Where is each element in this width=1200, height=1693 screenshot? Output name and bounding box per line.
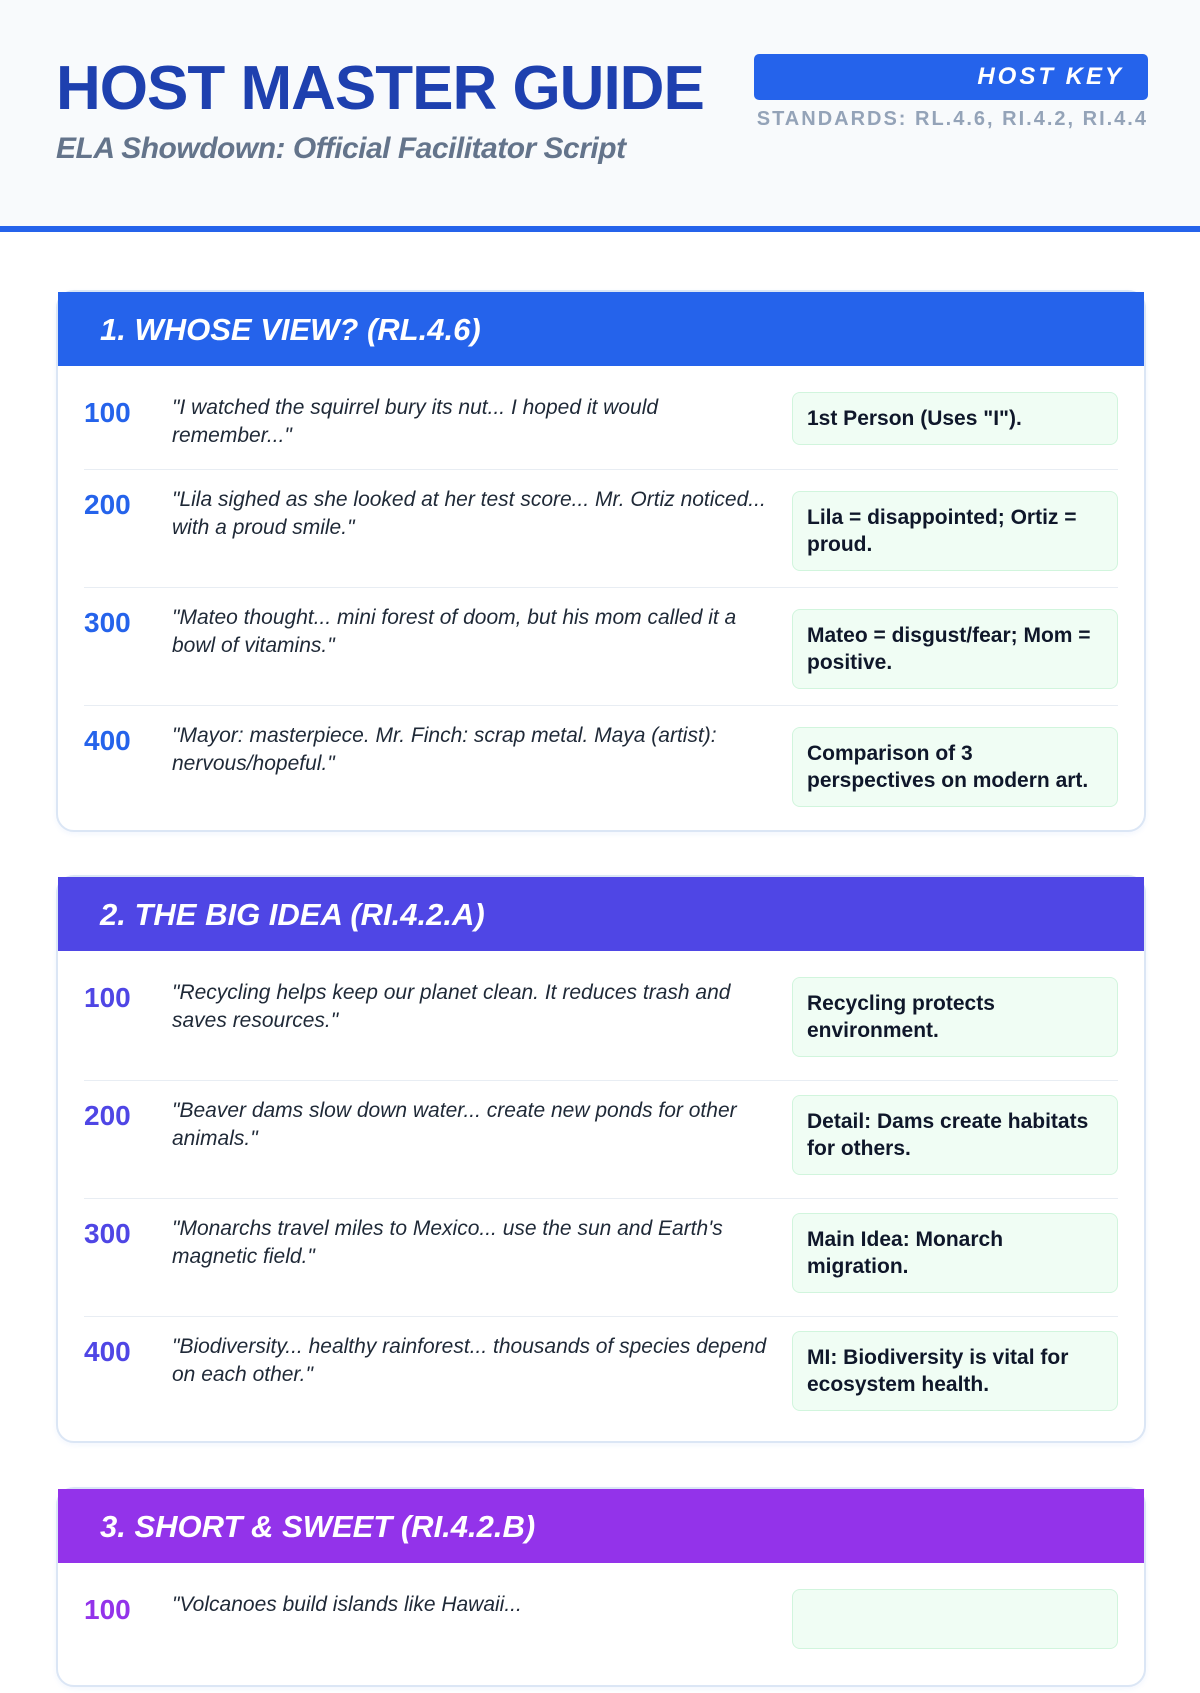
section-big-idea	[56, 875, 1146, 1443]
standards-label: STANDARDS: RL.4.6, RI.4.2, RI.4.4	[756, 108, 1148, 130]
passage-quote: "Mayor: masterpiece. Mr. Finch: scrap metal. Maya (artist): nervous/hopeful."	[172, 724, 717, 775]
section-short-and-sweet	[56, 1487, 1146, 1687]
passage-quote: "Biodiversity... healthy rainforest... thousands of species depend on each other."	[172, 1335, 767, 1386]
table-row	[84, 588, 1118, 706]
page-title: HOST MASTER GUIDE	[56, 54, 704, 123]
answer-box: Main Idea: Monarch migration.	[792, 1213, 1118, 1293]
table-row	[84, 963, 1118, 1081]
table-row	[84, 378, 1118, 470]
answer-box: Detail: Dams create habitats for others.	[792, 1095, 1118, 1175]
page-subtitle: ELA Showdown: Official Facilitator Script	[56, 132, 626, 165]
table-row	[84, 1081, 1118, 1199]
answer-box: Comparison of 3 perspectives on modern art.	[792, 727, 1118, 807]
answer-box: Recycling protects environment.	[792, 977, 1118, 1057]
answer-box: 1st Person (Uses "I").	[792, 392, 1118, 445]
points-value: 300	[84, 607, 131, 638]
points-value: 100	[84, 982, 131, 1013]
page-header	[0, 0, 1200, 232]
passage-quote: "Mateo thought... mini forest of doom, but his mom called it a bowl of vitamins."	[172, 606, 737, 657]
table-row	[84, 1317, 1118, 1435]
table-row	[84, 706, 1118, 824]
points-value: 200	[84, 1100, 131, 1131]
passage-quote: "Beaver dams slow down water... create new ponds for other animals."	[172, 1099, 737, 1150]
answer-box: MI: Biodiversity is vital for ecosystem health.	[792, 1331, 1118, 1411]
points-value: 400	[84, 725, 131, 756]
passage-quote: "Lila sighed as she looked at her test score... Mr. Ortiz noticed... with a proud smile."	[172, 488, 766, 539]
passage-quote: "Monarchs travel miles to Mexico... use the sun and Earth's magnetic field."	[172, 1217, 723, 1268]
section-header: 3. SHORT & SWEET (RI.4.2.B)	[58, 1489, 1144, 1563]
passage-quote: "Volcanoes build islands like Hawaii...	[172, 1593, 522, 1616]
points-value: 400	[84, 1336, 131, 1367]
answer-box: Mateo = disgust/fear; Mom = positive.	[792, 609, 1118, 689]
table-row	[84, 1199, 1118, 1317]
host-key-badge: HOST KEY	[754, 54, 1148, 100]
points-value: 100	[84, 1594, 131, 1625]
section-header: 2. THE BIG IDEA (RI.4.2.A)	[58, 877, 1144, 951]
answer-box	[792, 1589, 1118, 1649]
passage-quote: "Recycling helps keep our planet clean. It reduces trash and saves resources."	[172, 981, 731, 1032]
points-value: 100	[84, 397, 131, 428]
section-whose-view	[56, 290, 1146, 832]
points-value: 200	[84, 489, 131, 520]
table-row	[84, 470, 1118, 588]
passage-quote: "I watched the squirrel bury its nut... I hoped it would remember..."	[172, 396, 659, 447]
answer-box: Lila = disappointed; Ortiz = proud.	[792, 491, 1118, 571]
table-row	[84, 1575, 1118, 1693]
section-header: 1. WHOSE VIEW? (RL.4.6)	[58, 292, 1144, 366]
points-value: 300	[84, 1218, 131, 1249]
